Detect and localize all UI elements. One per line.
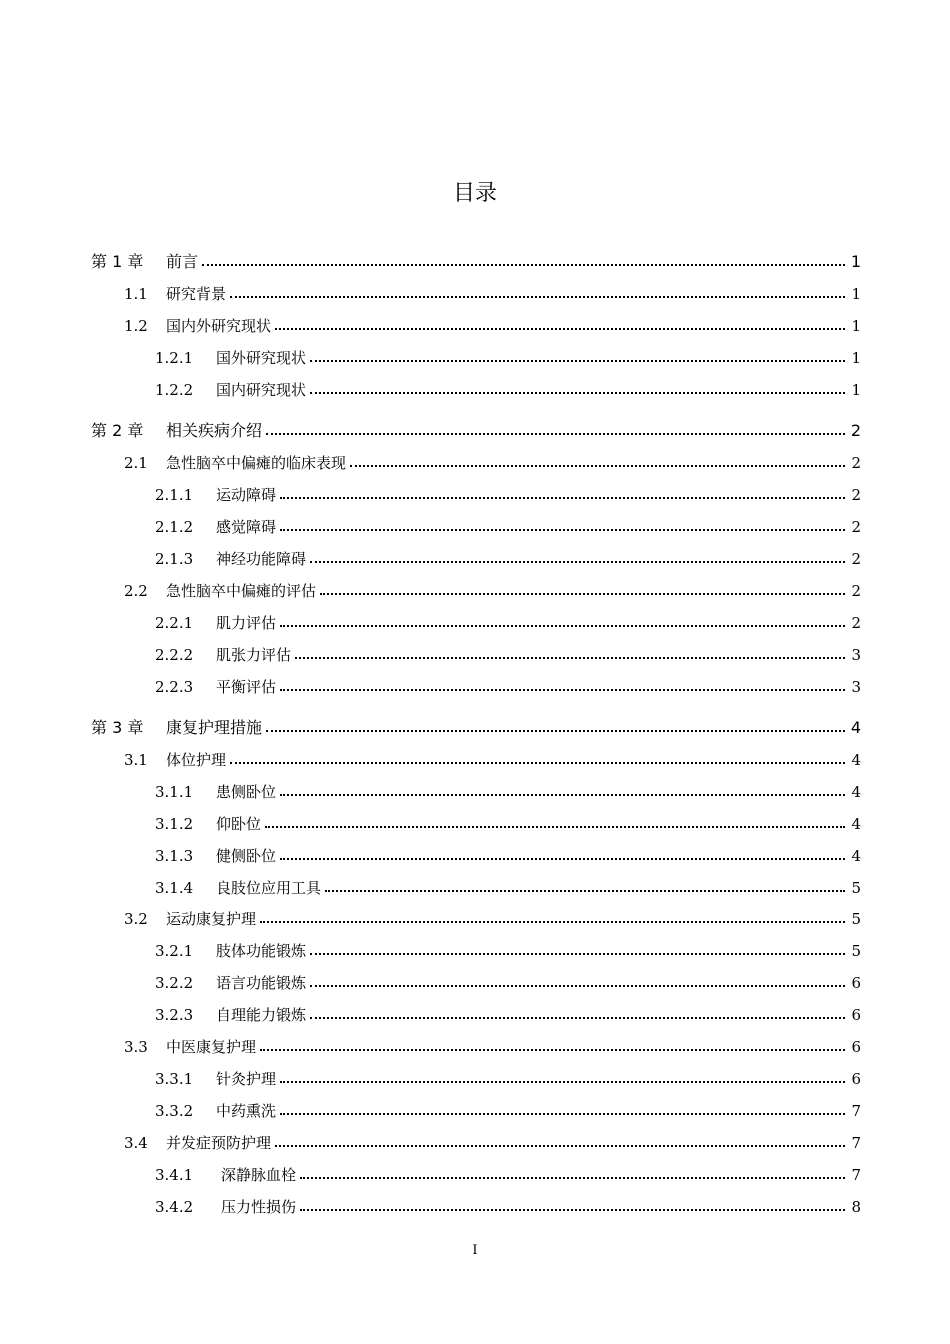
dot-leader <box>310 561 845 563</box>
toc-entry-number: 2.1.3 <box>155 550 194 568</box>
dot-leader <box>275 1145 845 1147</box>
toc-entry[interactable] <box>0 344 950 368</box>
toc-entry-number: 2.1.1 <box>155 486 194 504</box>
dot-leader <box>300 1177 845 1179</box>
toc-entry-number: 第 3 章 <box>91 718 144 737</box>
toc-entry-page: 6 <box>851 1006 861 1024</box>
toc-entry-page: 1 <box>851 285 861 303</box>
toc-entry-page: 5 <box>851 910 861 928</box>
toc-entry-number: 3.4.1 <box>155 1166 194 1184</box>
dot-leader <box>280 529 845 531</box>
dot-leader <box>280 794 845 796</box>
toc-entry-page: 2 <box>851 582 861 600</box>
toc-entry-page: 1 <box>851 317 861 335</box>
toc-entry-title: 针灸护理 <box>216 1070 277 1088</box>
toc-entry-page: 2 <box>851 486 861 504</box>
page-number-footer: I <box>472 1243 478 1258</box>
toc-entry[interactable] <box>0 714 950 738</box>
toc-entry[interactable] <box>0 905 950 929</box>
toc-entry-number: 3.1.3 <box>155 847 194 865</box>
toc-entry[interactable] <box>0 577 950 601</box>
toc-entry[interactable] <box>0 481 950 505</box>
toc-entry[interactable] <box>0 545 950 569</box>
dot-leader <box>325 890 845 892</box>
dot-leader <box>230 296 845 298</box>
toc-entry[interactable] <box>0 1129 950 1153</box>
toc-entry-title: 压力性损伤 <box>221 1198 297 1216</box>
toc-entry-page: 4 <box>851 751 861 769</box>
toc-entry-title: 神经功能障碍 <box>216 550 307 568</box>
toc-entry-page: 5 <box>851 879 861 897</box>
toc-entry[interactable] <box>0 1097 950 1121</box>
toc-entry-number: 3.2.3 <box>155 1006 194 1024</box>
toc-entry-title: 中药熏洗 <box>216 1102 277 1120</box>
toc-entry[interactable] <box>0 280 950 304</box>
toc-entry-number: 3.3.1 <box>155 1070 194 1088</box>
dot-leader <box>260 1049 845 1051</box>
toc-entry[interactable] <box>0 937 950 961</box>
dot-leader <box>280 625 845 627</box>
toc-entry-page: 8 <box>851 1198 861 1216</box>
toc-entry-title: 前言 <box>166 252 199 271</box>
toc-entry[interactable] <box>0 417 950 441</box>
toc-entry-title: 自理能力锻炼 <box>216 1006 307 1024</box>
toc-entry[interactable] <box>0 641 950 665</box>
toc-entry[interactable] <box>0 376 950 400</box>
page-title: 目录 <box>452 181 497 206</box>
toc-entry-title: 感觉障碍 <box>216 518 277 536</box>
toc-entry-number: 3.1 <box>124 751 148 769</box>
toc-entry-number: 3.3 <box>124 1038 148 1056</box>
toc-entry[interactable] <box>0 842 950 866</box>
toc-entry-number: 第 2 章 <box>91 421 144 440</box>
dot-leader <box>280 858 845 860</box>
toc-entry[interactable] <box>0 874 950 898</box>
dot-leader <box>310 953 845 955</box>
toc-entry-page: 4 <box>851 815 861 833</box>
toc-entry[interactable] <box>0 1065 950 1089</box>
toc-entry-number: 2.1.2 <box>155 518 194 536</box>
toc-entry-number: 1.1 <box>124 285 148 303</box>
toc-entry[interactable] <box>0 513 950 537</box>
toc-entry-number: 2.2.2 <box>155 646 194 664</box>
toc-entry-page: 4 <box>851 847 861 865</box>
dot-leader <box>280 1113 845 1115</box>
toc-entry-page: 1 <box>851 381 861 399</box>
toc-entry-title: 良肢位应用工具 <box>216 879 322 897</box>
toc-entry-page: 2 <box>851 454 861 472</box>
toc-entry-page: 7 <box>851 1166 861 1184</box>
toc-entry-number: 3.2.2 <box>155 974 194 992</box>
toc-entry-title: 体位护理 <box>166 751 227 769</box>
toc-entry-page: 6 <box>851 1038 861 1056</box>
toc-entry-page: 7 <box>851 1134 861 1152</box>
toc-entry-title: 肌张力评估 <box>216 646 292 664</box>
toc-entry[interactable] <box>0 746 950 770</box>
toc-entry-page: 4 <box>851 783 861 801</box>
toc-entry-number: 3.4 <box>124 1134 148 1152</box>
toc-entry-title: 患侧卧位 <box>216 783 277 801</box>
toc-entry-number: 2.2 <box>124 582 148 600</box>
toc-entry[interactable] <box>0 609 950 633</box>
toc-entry-number: 1.2 <box>124 317 148 335</box>
toc-entry-number: 1.2.1 <box>155 349 194 367</box>
dot-leader <box>320 593 845 595</box>
toc-entry-page: 1 <box>851 349 861 367</box>
dot-leader <box>266 433 845 435</box>
toc-entry-title: 中医康复护理 <box>166 1038 257 1056</box>
dot-leader <box>295 657 845 659</box>
toc-entry-number: 3.2.1 <box>155 942 194 960</box>
toc-entry[interactable] <box>0 449 950 473</box>
toc-entry-title: 相关疾病介绍 <box>166 421 263 440</box>
toc-entry-title: 并发症预防护理 <box>166 1134 272 1152</box>
dot-leader <box>260 921 845 923</box>
toc-entry-title: 平衡评估 <box>216 678 277 696</box>
toc-entry-title: 国内研究现状 <box>216 381 307 399</box>
toc-entry-title: 语言功能锻炼 <box>216 974 307 992</box>
toc-entry-title: 急性脑卒中偏瘫的临床表现 <box>166 454 347 472</box>
toc-entry-title: 健侧卧位 <box>216 847 277 865</box>
toc-entry-title: 运动康复护理 <box>166 910 257 928</box>
toc-entry-title: 仰卧位 <box>216 815 262 833</box>
dot-leader <box>310 985 845 987</box>
dot-leader <box>310 360 845 362</box>
dot-leader <box>310 1017 845 1019</box>
dot-leader <box>266 730 845 732</box>
toc-entry-number: 1.2.2 <box>155 381 194 399</box>
toc-entry-number: 2.2.1 <box>155 614 194 632</box>
toc-entry-number: 3.4.2 <box>155 1198 194 1216</box>
toc-entry[interactable] <box>0 673 950 697</box>
toc-entry-page: 4 <box>850 718 861 737</box>
dot-leader <box>202 264 845 266</box>
toc-entry-page: 3 <box>851 646 861 664</box>
toc-entry[interactable] <box>0 248 950 272</box>
toc-entry-number: 3.2 <box>124 910 148 928</box>
toc-entry-title: 运动障碍 <box>216 486 277 504</box>
toc-entry-title: 深静脉血栓 <box>221 1166 297 1184</box>
toc-entry-page: 1 <box>850 252 861 271</box>
toc-entry-page: 5 <box>851 942 861 960</box>
dot-leader <box>280 1081 845 1083</box>
toc-entry-number: 3.1.2 <box>155 815 194 833</box>
toc-entry[interactable] <box>0 1033 950 1057</box>
toc-entry-title: 肢体功能锻炼 <box>216 942 307 960</box>
toc-entry-number: 第 1 章 <box>91 252 144 271</box>
toc-entry-page: 2 <box>851 550 861 568</box>
toc-entry[interactable] <box>0 810 950 834</box>
dot-leader <box>350 465 845 467</box>
toc-entry[interactable] <box>0 1161 950 1185</box>
toc-entry[interactable] <box>0 778 950 802</box>
toc-entry-page: 2 <box>850 421 861 440</box>
toc-entry[interactable] <box>0 312 950 336</box>
toc-entry-title: 研究背景 <box>166 285 227 303</box>
toc-entry-number: 3.1.1 <box>155 783 194 801</box>
dot-leader <box>310 392 845 394</box>
toc-entry-number: 2.2.3 <box>155 678 194 696</box>
toc-entry-title: 国内外研究现状 <box>166 317 272 335</box>
dot-leader <box>230 762 845 764</box>
toc-entry-number: 3.1.4 <box>155 879 194 897</box>
toc-entry-page: 2 <box>851 614 861 632</box>
toc-entry[interactable] <box>0 969 950 993</box>
dot-leader <box>280 497 845 499</box>
toc-entry-page: 3 <box>851 678 861 696</box>
toc-entry-page: 7 <box>851 1102 861 1120</box>
toc-entry-number: 2.1 <box>124 454 148 472</box>
dot-leader <box>265 826 845 828</box>
toc-entry-title: 急性脑卒中偏瘫的评估 <box>166 582 317 600</box>
toc-entry[interactable] <box>0 1001 950 1025</box>
toc-entry-title: 肌力评估 <box>216 614 277 632</box>
toc-entry-number: 3.3.2 <box>155 1102 194 1120</box>
toc-entry-title: 康复护理措施 <box>166 718 263 737</box>
toc-entry-title: 国外研究现状 <box>216 349 307 367</box>
dot-leader <box>300 1209 845 1211</box>
dot-leader <box>275 328 845 330</box>
toc-entry-page: 6 <box>851 1070 861 1088</box>
toc-entry-page: 6 <box>851 974 861 992</box>
toc-entry[interactable] <box>0 1193 950 1217</box>
dot-leader <box>280 689 845 691</box>
toc-entry-page: 2 <box>851 518 861 536</box>
